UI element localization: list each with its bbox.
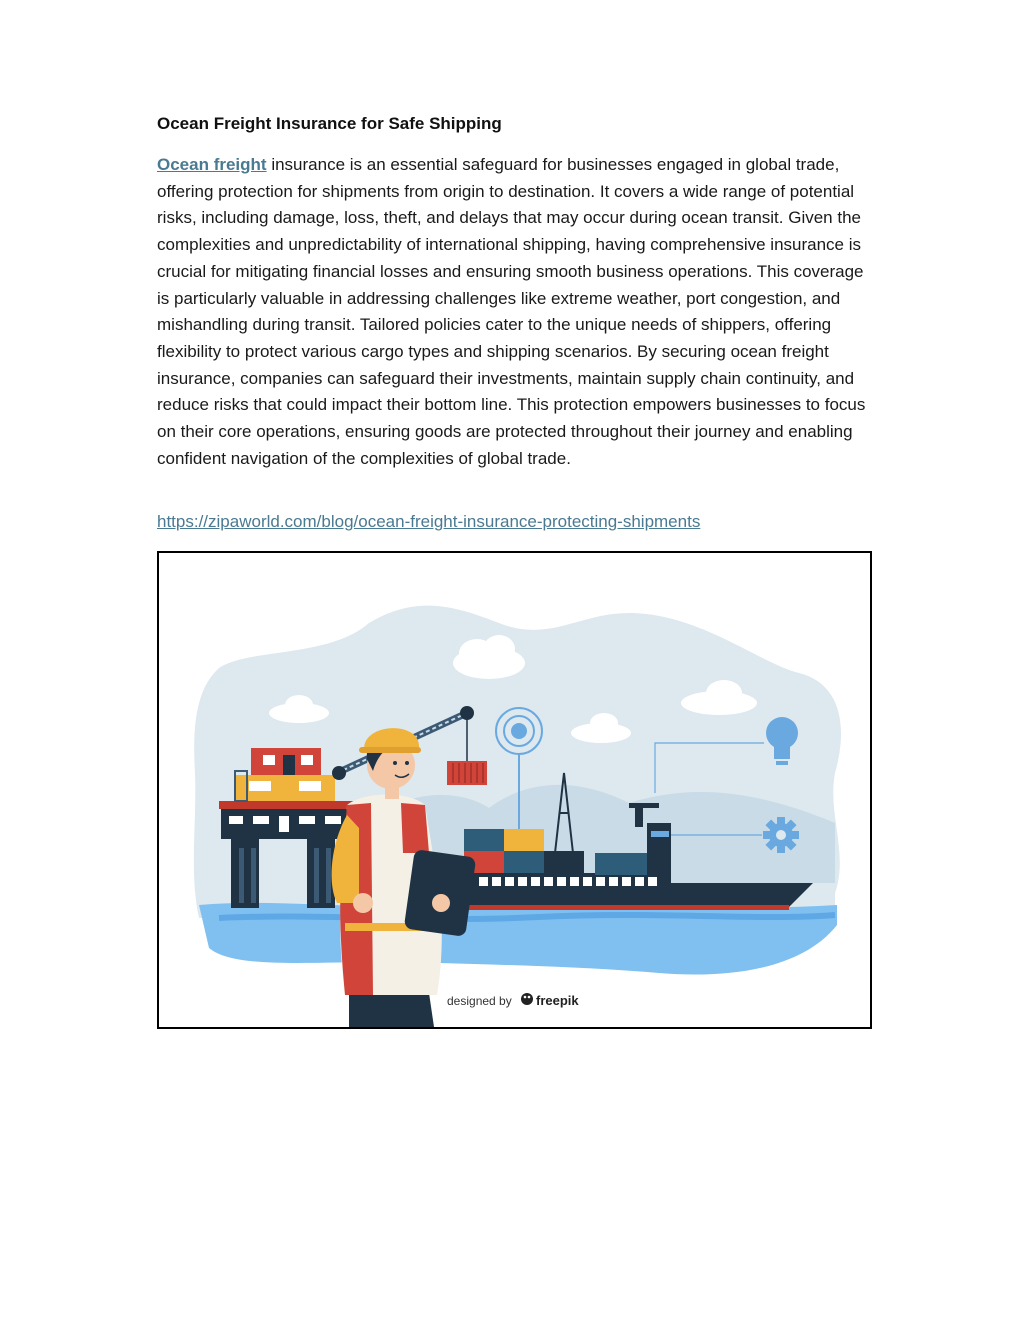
source-link[interactable]: https://zipaworld.com/blog/ocean-freight-insurance-protecting-shipments: [157, 512, 701, 531]
paragraph-text: insurance is an essential safeguard for businesses engaged in global trade, offering protection for shipments from origin to destination. It covers a wide range of potential risks, including damage, loss, theft, and delays that may occur during ocean transit. Given the complexities and unpredictability of international shipping, having comprehensive insurance is crucial for mitigating financial losses and ensuring smooth business operations. This coverage is particularly valuable in addressing challenges like extreme weather, port congestion, and mishandling during transit. Tailored policies cater to the unique needs of shippers, offering flexibility to protect various cargo types and shipping scenarios. By securing ocean freight insurance, companies can safeguard their investments, maintain supply chain continuity, and reduce risks that could impact their bottom line. This protection empowers businesses to focus on their core operations, ensuring goods are protected throughout their journey and enabling confident navigation of the complexities of global trade.: [157, 155, 866, 468]
ocean-freight-link[interactable]: Ocean freight: [157, 155, 267, 174]
sea: [199, 903, 837, 975]
illustration-credit-prefix: designed by: [447, 994, 512, 1008]
freepik-logo-icon: [521, 993, 533, 1005]
page-title: Ocean Freight Insurance for Safe Shipping: [157, 114, 502, 133]
illustration-credit-brand: freepik: [536, 993, 579, 1008]
port-worker-illustration: [159, 553, 870, 1027]
gear-icon: [763, 817, 799, 853]
body-paragraph: [157, 152, 872, 472]
illustration-frame: [157, 551, 872, 1029]
